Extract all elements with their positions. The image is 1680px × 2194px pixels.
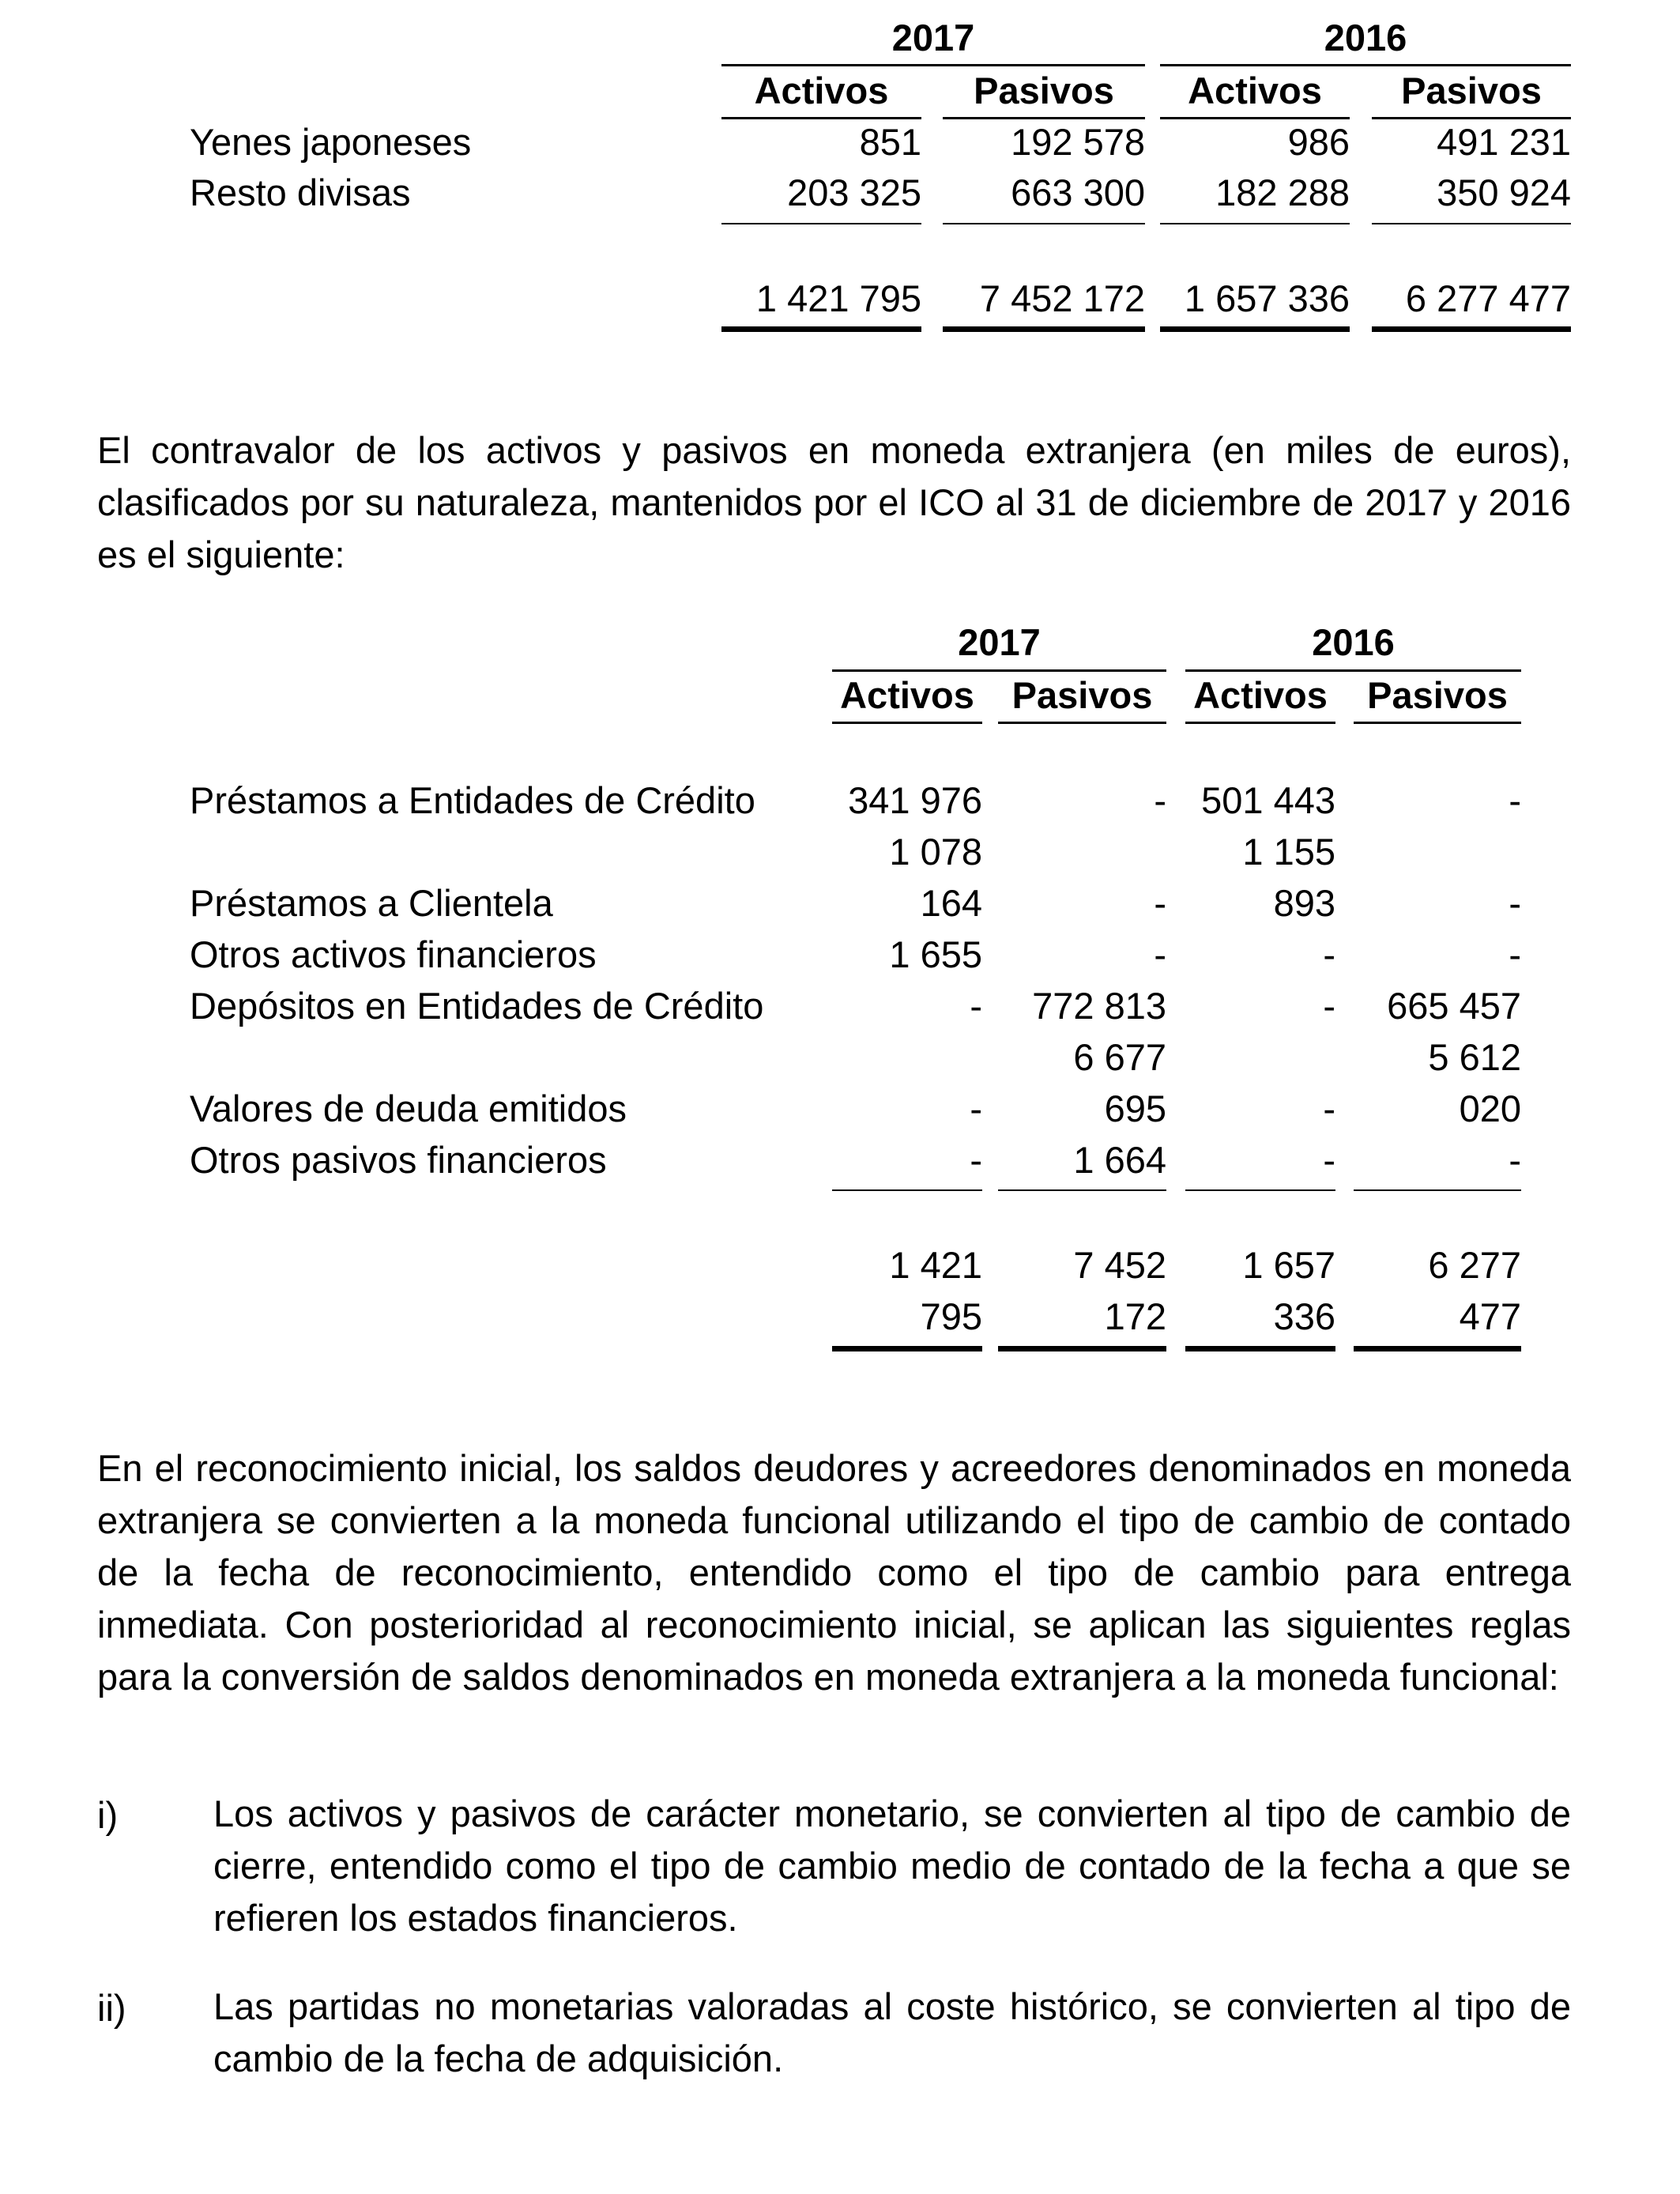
cell-value: - [970,1088,982,1129]
body-paragraph: El contravalor de los activos y pasivos en moneda extranjera (en miles de euros), clasificados por su naturaleza, mantenidos por el ICO al 31 de diciembre de 2017 y 2016 es el siguiente: [97,429,1571,575]
year-header-2016: 2016 [1324,17,1407,58]
cell-value: - [1154,779,1166,821]
total-value: 6 277 477 [1405,277,1571,319]
cell-value: 164 [920,882,982,924]
total-rule [721,326,921,332]
total-rule [1160,326,1350,332]
cell-value: 182 288 [1215,172,1350,213]
cell-value: 1 664 [1073,1139,1166,1181]
cell-value: 501 443 [1201,779,1335,821]
total-value: 6 277 [1428,1244,1521,1286]
row-label: Otros activos financieros [190,933,597,975]
header-underline [943,117,1145,119]
subtotal-rule [943,223,1145,224]
header-underline [1354,722,1521,724]
year-header-2017: 2017 [958,621,1041,663]
cell-value: - [970,985,982,1027]
cell-value: - [1323,1139,1335,1181]
col-header-pasivos: Pasivos [974,70,1114,111]
subtotal-rule [1354,1189,1521,1191]
cell-value: 1 655 [889,933,982,975]
cell-value: - [1509,779,1521,821]
cell-value: 1 078 [889,831,982,873]
total-rule [1354,1346,1521,1351]
cell-value: 192 578 [1011,121,1145,163]
cell-value: 203 325 [787,172,921,213]
cell-value: 341 976 [848,779,982,821]
total-rule [1372,326,1571,332]
total-value: 1 421 [889,1244,982,1286]
subtotal-rule [832,1189,982,1191]
subtotal-rule [1160,223,1350,224]
cell-value: - [1509,1139,1521,1181]
total-value: 1 657 [1242,1244,1335,1286]
row-label: Préstamos a Entidades de Crédito [190,779,755,821]
cell-value: 893 [1273,882,1335,924]
total-rule [1185,1346,1335,1351]
col-header-activos: Activos [754,70,889,111]
header-underline [998,722,1166,724]
total-rule [998,1346,1166,1351]
total-value: 795 [920,1295,982,1337]
col-header-activos: Activos [840,674,974,716]
row-label: Resto divisas [190,172,411,213]
subtotal-rule [998,1189,1166,1191]
cell-value: - [1323,933,1335,975]
total-rule [832,1346,982,1351]
cell-value: 851 [859,121,921,163]
list-item-text: Los activos y pasivos de carácter monetario, se convierten al tipo de cambio de cierre, entendido como el tipo de cambio medio de contado de la fecha a que se refieren los estados financieros. [213,1793,1571,1939]
header-underline [1160,117,1350,119]
cell-value: - [1509,933,1521,975]
col-header-activos: Activos [1193,674,1328,716]
subtotal-rule [721,223,921,224]
year-header-2017: 2017 [891,17,975,58]
cell-value: 6 677 [1073,1036,1166,1078]
total-value: 336 [1273,1295,1335,1337]
row-label: Otros pasivos financieros [190,1139,607,1181]
total-value: 1 421 795 [755,277,921,319]
cell-value: 491 231 [1437,121,1571,163]
total-value: 7 452 [1073,1244,1166,1286]
col-header-pasivos: Pasivos [1401,70,1542,111]
cell-value: 1 155 [1242,831,1335,873]
cell-value: - [970,1139,982,1181]
list-marker: i) [97,1794,119,1836]
cell-value: - [1154,882,1166,924]
year-underline-2017 [832,669,1166,672]
cell-value: - [1154,933,1166,975]
list-marker: ii) [97,1987,126,2029]
cell-value: - [1509,882,1521,924]
year-underline-2017 [721,64,1145,66]
list-item-text: Las partidas no monetarias valoradas al coste histórico, se convierten al tipo de cambio de la fecha de adquisición. [213,1985,1571,2079]
year-underline-2016 [1160,64,1571,66]
row-label: Depósitos en Entidades de Crédito [190,985,764,1027]
col-header-pasivos: Pasivos [1011,674,1153,716]
year-header-2016: 2016 [1312,621,1395,663]
subtotal-rule [1185,1189,1335,1191]
cell-value: 350 924 [1437,172,1571,213]
col-header-activos: Activos [1188,70,1322,111]
year-underline-2016 [1185,669,1521,672]
total-value: 1 657 336 [1184,277,1350,319]
col-header-pasivos: Pasivos [1367,674,1508,716]
header-underline [1372,117,1571,119]
cell-value: 695 [1104,1088,1166,1129]
cell-value: 772 813 [1032,985,1166,1027]
cell-value: 5 612 [1428,1036,1521,1078]
header-underline [832,722,982,724]
cell-value: - [1323,985,1335,1027]
cell-value: - [1323,1088,1335,1129]
cell-value: 665 457 [1387,985,1521,1027]
total-value: 7 452 172 [979,277,1145,319]
total-value: 172 [1104,1295,1166,1337]
row-label: Valores de deuda emitidos [190,1088,627,1129]
subtotal-rule [1372,223,1571,224]
cell-value: 986 [1287,121,1350,163]
header-underline [1185,722,1335,724]
cell-value: 663 300 [1011,172,1145,213]
total-value: 477 [1459,1295,1521,1337]
row-label: Préstamos a Clientela [190,882,553,924]
body-paragraph: En el reconocimiento inicial, los saldos deudores y acreedores denominados en moneda extranjera se convierten a la moneda funcional utilizando el tipo de cambio de contado de la fecha de reconocimiento, entendido como el tipo de cambio para entrega inmediata. Con posterioridad al reconocimiento inicial, se aplican las siguientes reglas para la conversión de saldos denominados en moneda extranjera a la moneda funcional: [97,1447,1571,1698]
total-rule [943,326,1145,332]
row-label: Yenes japoneses [190,121,472,163]
cell-value: 020 [1459,1088,1521,1129]
header-underline [721,117,921,119]
